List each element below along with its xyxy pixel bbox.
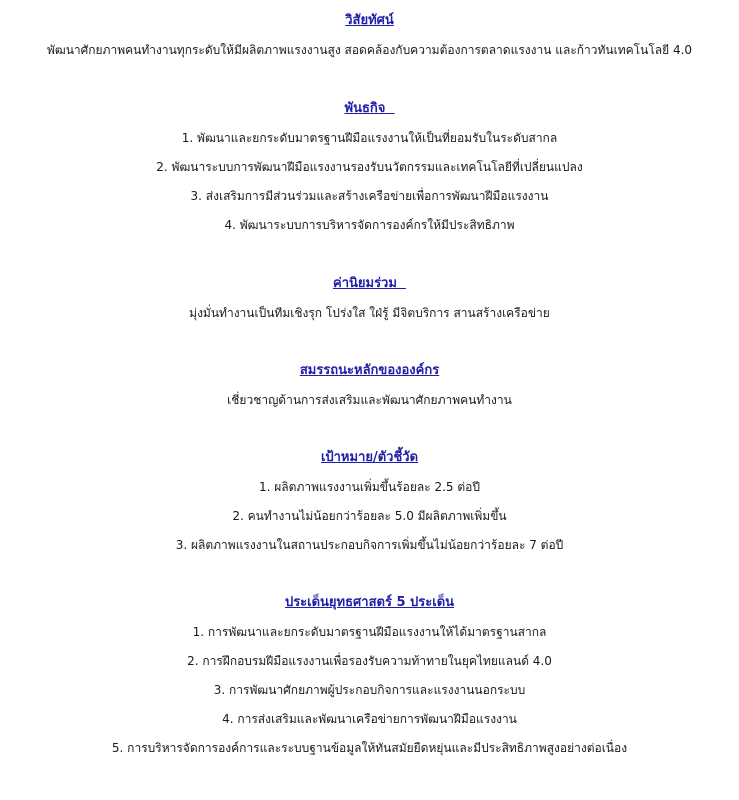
competency-title: สมรรถนะหลักขององค์กร xyxy=(299,363,440,378)
vision-title: วิสัยทัศน์ xyxy=(345,13,394,28)
competency-text: เชี่ยวชาญด้านการส่งเสริมและพัฒนาศักยภาพคนทำงาน xyxy=(227,393,512,407)
mission-item-3: 3. ส่งเสริมการมีส่วนร่วมและสร้างเครือข่ายเพื่อการพัฒนาฝีมือแรงงาน xyxy=(190,189,549,203)
mission-item-1: 1. พัฒนาและยกระดับมาตรฐานฝีมือแรงงานให้เป็นที่ยอมรับในระดับสากล xyxy=(181,131,558,145)
vision-text: พัฒนาศักยภาพคนทำงานทุกระดับให้มีผลิตภาพแรงงานสูง สอดคล้องกับความต้องการตลาดแรงงาน และก้าวทันเทคโนโลยี 4.0 xyxy=(46,43,693,57)
strategy-item-2: 2. การฝึกอบรมฝีมือแรงงานเพื่อรองรับความท้าทายในยุคไทยแลนด์ 4.0 xyxy=(187,654,552,668)
strategy-item-3: 3. การพัฒนาศักยภาพผู้ประกอบกิจการและแรงงานนอกระบบ xyxy=(213,683,526,697)
strategy-item-1: 1. การพัฒนาและยกระดับมาตรฐานฝีมือแรงงานให้ได้มาตรฐานสากล xyxy=(192,625,547,639)
mission-item-4: 4. พัฒนาระบบการบริหารจัดการองค์กรให้มีประสิทธิภาพ xyxy=(224,218,515,232)
mission-title: พันธกิจ xyxy=(344,101,395,116)
goals-item-1: 1. ผลิตภาพแรงงานเพิ่มขึ้นร้อยละ 2.5 ต่อปี xyxy=(259,480,480,494)
strategy-title: ประเด็นยุทธศาสตร์ 5 ประเด็น xyxy=(284,595,455,610)
goals-title: เป้าหมาย/ตัวชี้วัด xyxy=(320,450,419,465)
values-text: มุ่งมั่นทำงานเป็นทีมเชิงรุก โปร่งใส ใฝ่รู้ มีจิตบริการ สานสร้างเครือข่าย xyxy=(189,306,550,320)
values-title: ค่านิยมร่วม xyxy=(333,276,406,291)
goals-item-3: 3. ผลิตภาพแรงงานในสถานประกอบกิจการเพิ่มขึ้นไม่น้อยกว่าร้อยละ 7 ต่อปี xyxy=(175,538,564,552)
strategy-item-4: 4. การส่งเสริมและพัฒนาเครือข่ายการพัฒนาฝีมือแรงงาน xyxy=(222,712,517,726)
mission-item-2: 2. พัฒนาระบบการพัฒนาฝีมือแรงงานรองรับนวัตกรรมและเทคโนโลยีที่เปลี่ยนแปลง xyxy=(156,160,583,174)
strategy-item-5: 5. การบริหารจัดการองค์การและระบบฐานข้อมูลให้ทันสมัยยืดหยุ่นและมีประสิทธิภาพสูงอย่างต่อเนื่อง xyxy=(111,741,628,755)
goals-item-2: 2. คนทำงานไม่น้อยกว่าร้อยละ 5.0 มีผลิตภาพเพิ่มขึ้น xyxy=(232,509,507,523)
